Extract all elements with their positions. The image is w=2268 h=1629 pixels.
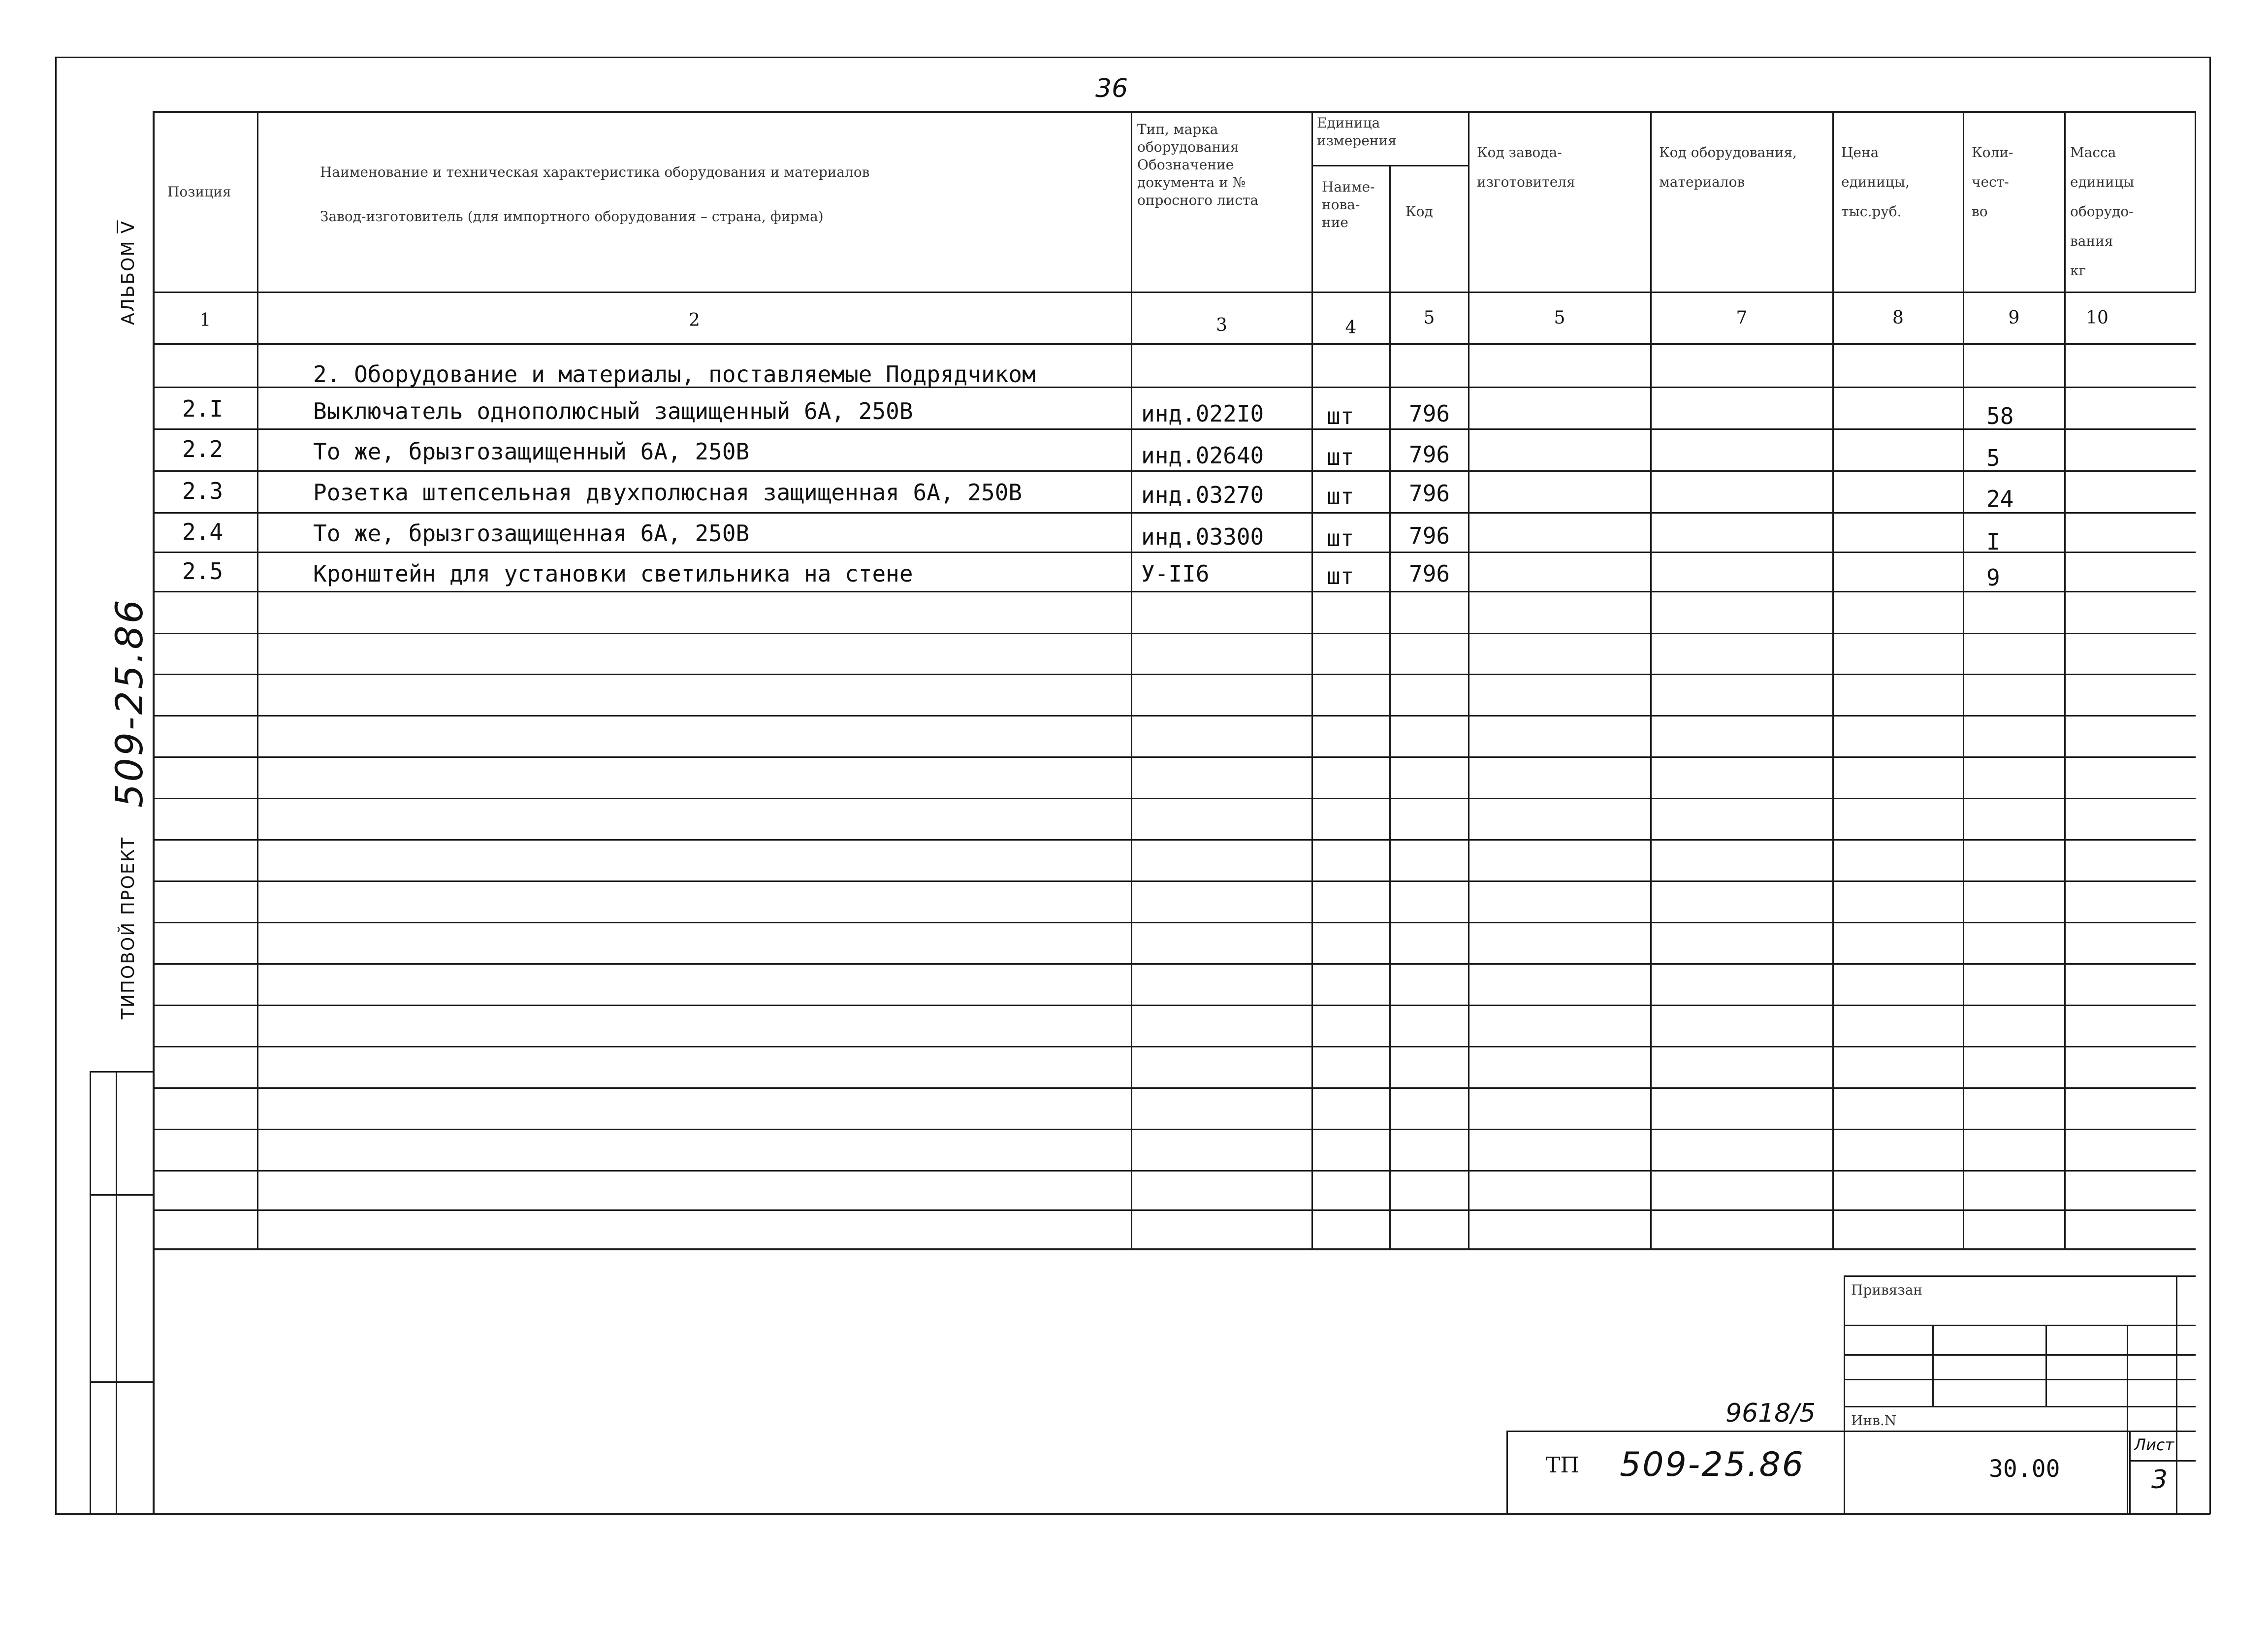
- table-body-bottom: [153, 1248, 2196, 1250]
- header-col3-l3: Обозначение: [1137, 157, 1234, 173]
- header-col10-l4: вания: [2070, 233, 2113, 249]
- row-line-14: [153, 922, 2196, 923]
- header-col4-l2: нова-: [1322, 196, 1360, 213]
- col-num-5: 5: [1423, 308, 1435, 328]
- row-qty: I: [1986, 528, 2000, 555]
- col-divider-8: [1963, 111, 1964, 1249]
- row-position: 2.2: [182, 436, 224, 462]
- row-line-10: [153, 756, 2196, 758]
- row-position: 2.5: [182, 558, 224, 585]
- stamp-line-c: [1844, 1325, 2196, 1326]
- outer-frame-left: [55, 57, 57, 1514]
- row-name: Кронштейн для установки светильника на стене: [313, 560, 913, 587]
- header-col1: Позиция: [167, 184, 231, 200]
- row-line-12: [153, 839, 2196, 841]
- header-col3-l5: опросного листа: [1137, 192, 1259, 208]
- header-col10: [2070, 138, 2134, 286]
- row-code: 796: [1409, 480, 1450, 507]
- col-num-7: 7: [1736, 308, 1748, 328]
- stamp-line-a: [1844, 1275, 2196, 1277]
- row-type: инд.03270: [1141, 482, 1264, 508]
- col-divider-5: [1468, 111, 1469, 1249]
- col-divider-7: [1832, 111, 1834, 1249]
- header-unit-l2: измерения: [1317, 132, 1397, 149]
- header-col2-line2: Завод-изготовитель (для импортного оборудования – страна, фирма): [320, 208, 824, 225]
- stamp-inv-label: Инв.N: [1851, 1412, 1897, 1429]
- stamp-line-g: [1932, 1325, 1934, 1406]
- header-col4-l1: Наиме-: [1322, 179, 1375, 195]
- stamp-sheet-label: Лист: [2134, 1435, 2174, 1454]
- header-col8-l1: Цена: [1841, 144, 1879, 161]
- header-col10-l2: единицы: [2070, 174, 2135, 190]
- section-title: 2. Оборудование и материалы, поставляемые Подрядчиком: [313, 361, 1036, 388]
- stamp-sheet: 3: [2151, 1465, 2168, 1495]
- row-unit: шт: [1327, 444, 1354, 470]
- header-col6-l1: Код завода-: [1477, 144, 1562, 161]
- col-divider-1: [257, 111, 258, 1249]
- header-col4-l3: ние: [1322, 214, 1348, 230]
- header-unit-l1: Единица: [1317, 115, 1380, 131]
- row-unit: шт: [1327, 483, 1354, 510]
- row-line-4: [153, 512, 2196, 514]
- row-code: 796: [1409, 522, 1450, 549]
- header-col9: [1972, 138, 2013, 227]
- row-line-19: [153, 1129, 2196, 1130]
- col-divider-6: [1650, 111, 1652, 1249]
- header-col3-l1: Тип, марка: [1137, 121, 1218, 137]
- row-code: 796: [1409, 560, 1450, 587]
- header-col9-l3: во: [1972, 203, 1988, 220]
- row-line-21: [153, 1209, 2196, 1211]
- album-number: $\overline{V}$: [118, 220, 138, 234]
- stamp-inv-number: 9618/5: [1725, 1399, 1816, 1428]
- header-unit-group: [1317, 114, 1397, 150]
- header-col7-l1: Код оборудования,: [1659, 144, 1797, 161]
- project-label: [118, 837, 138, 1019]
- stamp-main-top: [1506, 1431, 2196, 1432]
- col-num-6: 5: [1554, 308, 1565, 328]
- row-name: Выключатель однополюсный защищенный 6А, 250В: [313, 398, 913, 424]
- row-unit: шт: [1327, 563, 1354, 589]
- row-line-2: [153, 428, 2196, 430]
- row-line-6: [153, 591, 2196, 592]
- stamp-sheet-left: [2129, 1431, 2131, 1514]
- stamp-code: 509-25.86: [1620, 1445, 1805, 1484]
- header-col3: [1137, 121, 1258, 209]
- header-col9-l2: чест-: [1972, 174, 2009, 190]
- row-line-5: [153, 552, 2196, 553]
- stamp-privyazan: Привязан: [1851, 1282, 1923, 1298]
- stamp-line-e: [1844, 1379, 2196, 1380]
- unit-group-divider: [1311, 165, 1469, 166]
- row-line-3: [153, 470, 2196, 472]
- row-line-9: [153, 715, 2196, 717]
- header-col9-l1: Коли-: [1972, 144, 2013, 161]
- album-text: АЛЬБОМ: [118, 240, 138, 325]
- header-col6: [1477, 138, 1575, 197]
- header-col3-l4: документа и №: [1137, 174, 1246, 191]
- col-num-3: 3: [1216, 315, 1227, 335]
- page-number: 36: [1095, 74, 1128, 103]
- header-col10-l5: кг: [2070, 262, 2086, 279]
- header-col7: [1659, 138, 1797, 197]
- row-unit: шт: [1327, 403, 1354, 429]
- stamp-line-i: [2127, 1325, 2128, 1514]
- row-line-15: [153, 963, 2196, 965]
- outer-frame-bottom: [55, 1513, 2210, 1515]
- stamp-sheet-mid: [2129, 1460, 2196, 1462]
- row-line-7: [153, 633, 2196, 634]
- left-stamp-mid1: [90, 1194, 154, 1196]
- row-qty: 24: [1986, 486, 2014, 512]
- col-divider-2: [1131, 111, 1132, 1249]
- header-col7-l2: материалов: [1659, 174, 1745, 190]
- col-num-4: 4: [1345, 318, 1357, 338]
- header-col2-line1: Наименование и техническая характеристика оборудования и материалов: [320, 164, 870, 180]
- table-top-line: [153, 111, 2196, 113]
- row-type: У-II6: [1141, 560, 1210, 587]
- col-num-10: 10: [2086, 308, 2108, 328]
- header-col5: Код: [1406, 203, 1433, 220]
- left-stamp-line-2: [116, 1071, 117, 1514]
- row-line-13: [153, 880, 2196, 882]
- col-num-1: 1: [199, 310, 211, 330]
- row-type: инд.022I0: [1141, 400, 1264, 427]
- project-number: 509-25.86: [107, 597, 151, 808]
- header-col8: [1841, 138, 1910, 227]
- stamp-line-h: [2045, 1325, 2047, 1406]
- row-code: 796: [1409, 400, 1450, 427]
- header-col8-l2: единицы,: [1841, 174, 1910, 190]
- header-col10-l3: оборудо-: [2070, 203, 2134, 220]
- row-line-17: [153, 1046, 2196, 1047]
- row-unit: шт: [1327, 525, 1354, 552]
- row-code: 796: [1409, 441, 1450, 468]
- row-position: 2.I: [182, 395, 224, 422]
- table-header-bottom: [153, 292, 2196, 293]
- col-divider-10: [2195, 111, 2196, 292]
- row-position: 2.3: [182, 478, 224, 504]
- row-qty: 9: [1986, 564, 2000, 591]
- row-type: инд.02640: [1141, 442, 1264, 469]
- stamp-section: 30.00: [1989, 1455, 2060, 1483]
- row-name: То же, брызгозащищенная 6А, 250В: [313, 520, 750, 547]
- header-col6-l2: изготовителя: [1477, 174, 1575, 190]
- header-col8-l3: тыс.руб.: [1841, 203, 1902, 220]
- header-col3-l2: оборудования: [1137, 139, 1239, 155]
- left-stamp-mid2: [90, 1381, 154, 1383]
- project-text: ТИПОВОЙ ПРОЕКТ: [118, 836, 138, 1019]
- header-col10-l1: Масса: [2070, 144, 2116, 161]
- header-col4: [1322, 178, 1375, 231]
- stamp-line-f: [1844, 1406, 2196, 1407]
- row-type: инд.03300: [1141, 523, 1264, 550]
- col-divider-9: [2064, 111, 2066, 1249]
- col-num-2: 2: [689, 310, 700, 330]
- outer-frame-top: [55, 57, 2210, 58]
- col-divider-3: [1311, 111, 1313, 1249]
- outer-frame-right: [2209, 57, 2211, 1514]
- row-qty: 58: [1986, 403, 2014, 429]
- row-line-16: [153, 1005, 2196, 1006]
- stamp-line-d: [1844, 1354, 2196, 1356]
- row-line-8: [153, 674, 2196, 675]
- row-qty: 5: [1986, 445, 2000, 471]
- row-position: 2.4: [182, 519, 224, 545]
- col-num-9: 9: [2008, 308, 2020, 328]
- row-name: Розетка штепсельная двухполюсная защищенная 6А, 250В: [313, 479, 1022, 506]
- stamp-line-b: [1844, 1275, 1845, 1514]
- left-stamp-line-1: [90, 1071, 91, 1514]
- stamp-line-j: [2176, 1275, 2177, 1514]
- table-numbers-bottom: [153, 343, 2196, 345]
- row-line-18: [153, 1087, 2196, 1089]
- left-stamp-top: [90, 1071, 154, 1073]
- row-line-20: [153, 1170, 2196, 1172]
- col-num-8: 8: [1892, 308, 1904, 328]
- row-line-11: [153, 798, 2196, 799]
- stamp-main-left: [1506, 1431, 1508, 1514]
- row-name: То же, брызгозащищенный 6А, 250В: [313, 438, 750, 465]
- album-label: [118, 220, 138, 325]
- stamp-tp: ТП: [1546, 1453, 1579, 1478]
